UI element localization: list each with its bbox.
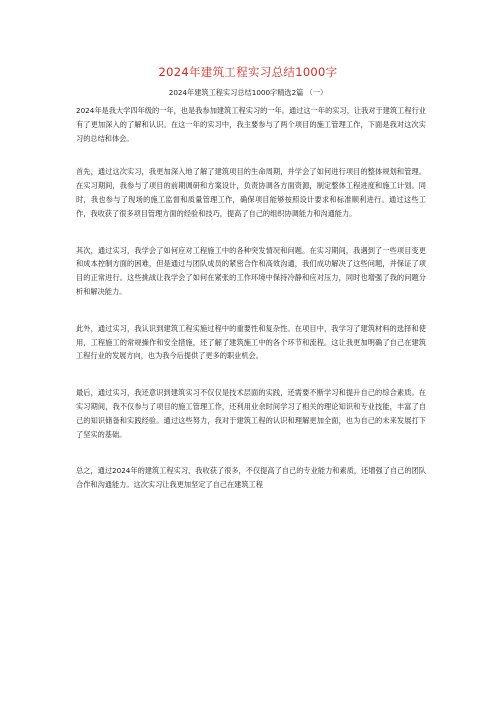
paragraph-second: 其次，通过实习，我学会了如何应对工程施工中的各种突发情况和问题。在实习期间，我遇到了一些项目变更和成本控制方面的困难，但是通过与团队成员的紧密合作和高效沟通，我们成功解决了这些问题，并保证了项目的正常进行。这些挑战让我学会了如何在紧张的工作环境中保持冷静和应对压力，同时也增强了我的问题分析和解决能力。: [76, 245, 426, 296]
paragraph-intro: 2024年是我大学四年级的一年，也是我参加建筑工程实习的一年。通过这一年的实习，让我对于建筑工程行业有了更加深入的了解和认识。在这一年的实习中，我主要参与了两个项目的施工管理工作，下面是我对这次实习的总结和体会。: [76, 106, 426, 143]
paragraph-also: 此外，通过实习，我认识到建筑工程实施过程中的重要性和复杂性。在项目中，我学习了建筑材料的选择和使用，工程施工的常规操作和安全措施，还了解了建筑施工中的各个环节和流程。这让我更加明确了自己在建筑工程行业的发展方向，也为我今后提供了更多的职业机会。: [76, 323, 426, 361]
document-title: 2024年建筑工程实习总结1000字: [158, 65, 338, 79]
document-subtitle: 2024年建筑工程实习总结1000字精选2篇 （一）: [168, 88, 328, 97]
paragraph-conclusion: 总之，通过2024年的建筑工程实习，我收获了很多，不仅提高了自己的专业能力和素质，还增强了自己的团队合作和沟通能力。这次实习让我更加坚定了自己在建筑工程: [76, 466, 426, 490]
paragraph-finally: 最后，通过实习，我还意识到建筑实习不仅仅是技术层面的实践，还需要不断学习和提升自己的综合素质。在实习期间，我不仅参与了项目的施工管理工作，还利用业余时间学习了相关的理论知识和专业技能，丰富了自己的知识储备和实践经验。通过这些努力，我对于建筑工程的认识和理解更加全面，也为自己的未来发展打下了坚实的基础。: [76, 388, 426, 439]
paragraph-first: 首先，通过这次实习，我更加深入地了解了建筑项目的生命周期，并学会了如何进行项目的整体规划和管理。在实习期间，我参与了项目的前期调研和方案设计，负责协调各方面资源，制定整体工程进度和施工计划。同时，我也参与了现场的施工监督和质量管理工作，确保项目能够按照设计要求和标准顺利进行。通过这些工作，我收获了很多项目管理方面的经验和技巧，提高了自己的组织协调能力和沟通能力。: [76, 167, 426, 218]
document-body: [76, 104, 426, 515]
